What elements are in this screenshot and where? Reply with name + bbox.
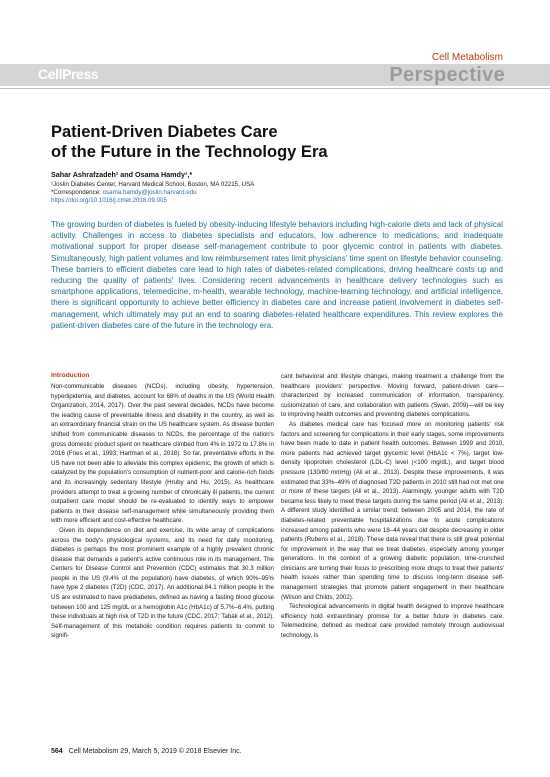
page-number: 564 [51,748,63,755]
body-column-right [281,372,504,748]
body-column-left [51,382,274,748]
journal-name: Cell Metabolism [431,52,503,63]
paragraph: Non-communicable diseases (NCDs), including obesity, hypertension, hyperlipidemia, and diabetes, account for 68% of deaths in the US (World Health Organization, 2014, 2017). Over the past several decades, NCDs have become the leading cause of preventable illness and disability in the country, as well as an extraordinary financial strain on the US healthcare system. As disease burden shifted from communicable diseases to NCDs, the percentage of the nation's gross domestic product spent on healthcare climbed from 4% in 1972 to 17.8% in 2016 (Fries et al., 1993; Hartman et al., 2018). So far, preventative efforts in the US have not been able to alleviate this complex epidemic, the growth of which is catalyzed by the population's consumption of nutrient-poor and calorie-rich foods and its increasingly sedentary lifestyle (Hruby and Hu, 2015). As healthcare providers attempt to treat a growing number of chronically ill patients, the current outpatient care model should be re-evaluated to identify ways to empower patients in their disease self-management while simultaneously providing them with more efficient and cost-effective healthcare. [51,383,274,525]
page-footer [51,748,242,755]
header-divider [0,88,550,89]
footer-citation: Cell Metabolism 29, March 5, 2019 © 2018 Elsevier Inc. [68,748,242,755]
correspondence-email-link[interactable]: osama.hamdy@joslin.harvard.edu [102,189,197,196]
article-meta [51,181,254,205]
title-line-1: Patient-Driven Diabetes Care [51,123,278,141]
paragraph: Technological advancements in digital health designed to improve healthcare efficiency hold extraordinary promise for a better future in diabetes care. Telemedicine, defined as medical care provided remotely through audiovisual technology, is [281,603,504,640]
paragraph: As diabetes medical care has focused more on monitoring patients' risk factors and screening for complications in their early stages, some improvements have been made to date in patient health outcomes. Between 1999 and 2010, more patients had achieved target glycemic level (HbA1c < 7%), target low-density lipoprotein cholesterol (LDL-C) level (<100 mg/dL), and target blood pressure (130/80 mmHg) (Ali et al., 2013). Despite these improvements, it was estimated that 33%–49% of diagnosed T2D patients in 2010 still had not met one or more of these targets (Ali et al., 2013). Alarmingly, younger adults with T2D became less likely to meet these targets during the same period (Ali et al., 2013). A different study identified a similar trend: between 2005 and 2014, the rate of diabetes-related preventable hospitalizations due to acute complications increased among patients who were 18–44 years old despite decreasing in older patients (Rubens et al., 2018). These data reveal that there is still great potential for improvement in the way that we treat diabetes, especially among younger generations. In the context of a growing diabetic population, time-crunched clinicians are turning their focus to prescribing more drugs to treat their patients' health issues rather than spending time to discuss long-term disease self-management strategies that promote patient engagement in their healthcare (Wilson and Childs, 2002). [281,420,504,601]
paragraph: Given its dependence on diet and exercise, its wide array of complications across the body's physiological systems, and its need for daily monitoring, diabetes is perhaps the most prominent example of a highly prevalent chronic disease that demands a patient's active continuous role in its management. The Centers for Disease Control and Prevention (CDC) estimates that 30.3 million people in the US (9.4% of the population) have diabetes, of which 90%–95% have type 2 diabetes (T2D) (CDC, 2017). An additional 84.1 million people in the US are estimated to have prediabetes, defined as having a fasting blood glucose between 100 and 125 mg/dL or a hemoglobin A1c (HbA1c) of 5.7%–6.4%, putting these individuals at high risk of T2D in the future (CDC, 2017; Tabák et al., 2012). Self-management of this metabolic condition requires patients to commit to signifi- [51,526,274,640]
publisher-logo: CellPress [38,66,99,82]
correspondence [51,189,254,197]
doi-link[interactable]: https://doi.org/10.1016/j.cmet.2018.09.005 [51,197,167,204]
affiliation: ¹Joslin Diabetes Center, Harvard Medical School, Boston, MA 02215, USA [51,181,255,188]
introduction-heading: Introduction [51,372,90,379]
article-title [51,122,471,162]
author-list: Sahar Ashrafzadeh¹ and Osama Hamdy¹,* [51,170,193,179]
title-line-2: of the Future in the Technology Era [51,143,328,161]
paragraph: cant behavioral and lifestyle changes, making treatment a challenge from the healthcare providers' perspective. Moving forward, patient-driven care—characterized by increased communication of information, transparency, customization of care, and collaboration with patients (Swan, 2009)—will be key to improving health outcomes and preventing diabetes complications. [281,373,504,419]
abstract: The growing burden of diabetes is fueled by obesity-inducing lifestyle behaviors including high-calorie diets and lack of physical activity. Challenges in access to diabetes specialists and educators, low adherence to medications, and inadequate motivational support for proper disease self-management contribute to poor glycemic control in patients with diabetes. Simultaneously, high patient volumes and low reimbursement rates limit physicians' time spent on lifestyle behavior counseling. These barriers to efficient diabetes care lead to high rates of diabetes-related complications, driving healthcare costs up and reducing the quality of patients' lives. Considering recent advancements in healthcare delivery technologies such as smartphone applications, telemedicine, m-health, wearable technology, machine-learning technology, and artificial intelligence, there is significant opportunity to achieve better efficiency in diabetes care and increase patient involvement in diabetes self-management, which ultimately may put an end to soaring diabetes-related healthcare expenditures. This review explores the patient-driven diabetes care of the future in the technology era. [51,220,503,330]
section-label: Perspective [389,64,505,86]
correspondence-label: *Correspondence: [51,189,103,196]
